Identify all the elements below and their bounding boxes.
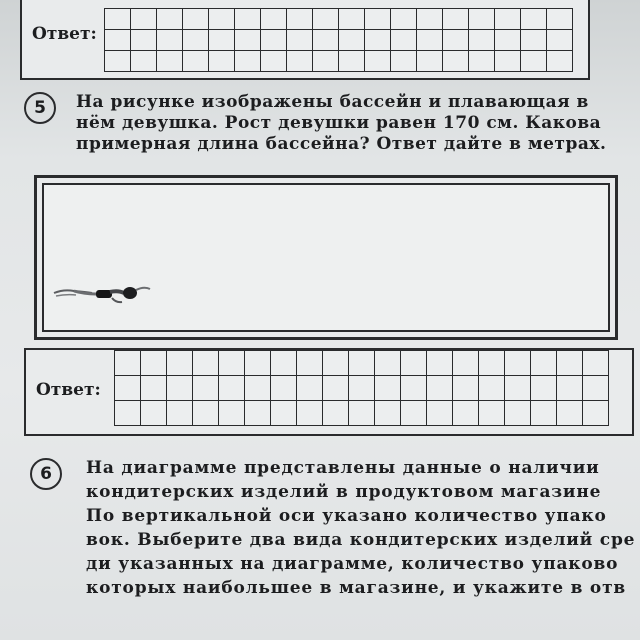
answer-grid-cell[interactable] [141,351,167,376]
task-6-line: которых наибольшее в магазине, и укажите в отв [86,578,627,598]
answer-grid-cell[interactable] [531,376,557,401]
answer-grid-cell[interactable] [287,30,313,51]
answer-grid-cell[interactable] [547,30,573,51]
answer-grid-cell[interactable] [115,376,141,401]
answer-grid-cell[interactable] [219,376,245,401]
answer-grid-cell[interactable] [297,376,323,401]
answer-grid-cell[interactable] [531,401,557,426]
answer-grid-cell[interactable] [583,376,609,401]
answer-grid-cell[interactable] [157,51,183,72]
task-number-5: 5 [24,92,56,124]
answer-grid-cell[interactable] [453,351,479,376]
answer-grid-cell[interactable] [521,9,547,30]
answer-grid-cell[interactable] [401,351,427,376]
answer-grid-cell[interactable] [271,376,297,401]
answer-box-top [20,0,590,80]
task-5-line: На рисунке изображены бассейн и плавающая в [76,92,589,112]
answer-grid-cell[interactable] [115,401,141,426]
answer-grid-cell[interactable] [417,30,443,51]
answer-grid-cell[interactable] [339,51,365,72]
task-5-line: примерная длина бассейна? Ответ дайте в метрах. [76,134,607,154]
answer-grid-cell[interactable] [495,30,521,51]
answer-grid-cell[interactable] [235,51,261,72]
answer-grid-cell[interactable] [583,401,609,426]
task-6-line: вок. Выберите два вида кондитерских изделий сре [86,530,636,550]
answer-grid-cell[interactable] [297,401,323,426]
swimming-girl-image [52,281,152,305]
answer-grid-cell[interactable] [193,351,219,376]
answer-grid-cell[interactable] [495,51,521,72]
answer-grid-cell[interactable] [209,9,235,30]
answer-grid-cell[interactable] [245,351,271,376]
task-6-line: ди указанных на диаграмме, количество упаково [86,554,619,574]
answer-grid-cell[interactable] [131,51,157,72]
answer-grid-cell[interactable] [183,9,209,30]
answer-grid-cell[interactable] [167,351,193,376]
answer-grid-cell[interactable] [339,30,365,51]
answer-grid-cell[interactable] [261,51,287,72]
answer-grid-cell[interactable] [469,9,495,30]
answer-grid-cell[interactable] [391,51,417,72]
answer-grid-cell[interactable] [323,401,349,426]
answer-grid-cell[interactable] [443,9,469,30]
answer-grid-cell[interactable] [297,351,323,376]
task-5-text [76,92,606,155]
answer-grid-cell[interactable] [375,376,401,401]
answer-grid-cell[interactable] [505,376,531,401]
answer-grid-cell[interactable] [209,30,235,51]
answer-grid-cell[interactable] [219,401,245,426]
answer-grid-cell[interactable] [443,51,469,72]
task-5-line: нём девушка. Рост девушки равен 170 см. Какова [76,113,602,133]
answer-grid-cell[interactable] [557,401,583,426]
answer-grid-cell[interactable] [271,351,297,376]
answer-grid-cell[interactable] [375,401,401,426]
answer-grid-cell[interactable] [105,51,131,72]
answer-grid-cell[interactable] [141,376,167,401]
answer-grid-cell[interactable] [323,351,349,376]
answer-grid-cell[interactable] [183,51,209,72]
answer-grid-cell[interactable] [349,376,375,401]
answer-grid-cell[interactable] [453,376,479,401]
answer-grid-cell[interactable] [183,30,209,51]
answer-grid-cell[interactable] [131,9,157,30]
answer-grid-cell[interactable] [245,401,271,426]
answer-grid-cell[interactable] [391,9,417,30]
task-number-6: 6 [30,458,62,490]
answer-grid[interactable] [104,8,573,72]
answer-grid-cell[interactable] [349,351,375,376]
answer-grid[interactable] [114,350,609,426]
answer-grid-cell[interactable] [521,30,547,51]
answer-grid-cell[interactable] [521,51,547,72]
answer-grid-cell[interactable] [193,376,219,401]
answer-grid-cell[interactable] [375,351,401,376]
answer-grid-cell[interactable] [495,9,521,30]
answer-grid-cell[interactable] [193,401,219,426]
answer-grid-cell[interactable] [287,9,313,30]
task-6-line: На диаграмме представлены данные о наличии [86,458,600,478]
answer-grid-cell[interactable] [401,376,427,401]
answer-grid-cell[interactable] [531,351,557,376]
answer-grid-cell[interactable] [157,9,183,30]
answer-grid-cell[interactable] [427,401,453,426]
pool-inner-border [42,183,610,332]
answer-grid-cell[interactable] [167,401,193,426]
answer-grid-cell[interactable] [557,351,583,376]
answer-grid-cell[interactable] [365,30,391,51]
answer-grid-cell[interactable] [219,351,245,376]
answer-grid-cell[interactable] [313,9,339,30]
answer-grid-cell[interactable] [479,401,505,426]
answer-grid-cell[interactable] [365,51,391,72]
answer-grid-cell[interactable] [235,9,261,30]
answer-grid-cell[interactable] [453,401,479,426]
answer-grid-cell[interactable] [391,30,417,51]
answer-grid-cell[interactable] [417,51,443,72]
answer-grid-cell[interactable] [427,351,453,376]
answer-grid-cell[interactable] [245,376,271,401]
answer-box-task-5 [24,348,634,436]
answer-grid-cell[interactable] [547,51,573,72]
answer-grid-cell[interactable] [141,401,167,426]
answer-grid-cell[interactable] [131,30,157,51]
answer-grid-cell[interactable] [167,376,193,401]
task-6-line: По вертикальной оси указано количество упако [86,506,607,526]
answer-grid-cell[interactable] [287,51,313,72]
answer-grid-cell[interactable] [105,30,131,51]
task-6-line: кондитерских изделий в продуктовом магазине [86,482,602,502]
answer-grid-cell[interactable] [427,376,453,401]
answer-grid-cell[interactable] [469,51,495,72]
answer-grid-cell[interactable] [105,9,131,30]
answer-grid-cell[interactable] [547,9,573,30]
task-6-text [86,456,635,600]
answer-grid-cell[interactable] [157,30,183,51]
answer-label: Ответ: [32,24,97,44]
answer-grid-cell[interactable] [479,351,505,376]
answer-grid-cell[interactable] [261,30,287,51]
answer-grid-cell[interactable] [365,9,391,30]
answer-grid-cell[interactable] [583,351,609,376]
answer-label: Ответ: [36,380,101,400]
answer-grid-cell[interactable] [313,30,339,51]
answer-grid-cell[interactable] [469,30,495,51]
answer-grid-cell[interactable] [313,51,339,72]
answer-grid-cell[interactable] [505,351,531,376]
answer-grid-cell[interactable] [349,401,375,426]
answer-grid-cell[interactable] [261,9,287,30]
answer-grid-cell[interactable] [401,401,427,426]
answer-grid-cell[interactable] [557,376,583,401]
answer-grid-cell[interactable] [271,401,297,426]
answer-grid-cell[interactable] [115,351,141,376]
answer-grid-cell[interactable] [479,376,505,401]
pool-figure [34,175,618,340]
answer-grid-cell[interactable] [209,51,235,72]
answer-grid-cell[interactable] [323,376,349,401]
answer-grid-cell[interactable] [417,9,443,30]
answer-grid-cell[interactable] [443,30,469,51]
answer-grid-cell[interactable] [339,9,365,30]
answer-grid-cell[interactable] [505,401,531,426]
answer-grid-cell[interactable] [235,30,261,51]
